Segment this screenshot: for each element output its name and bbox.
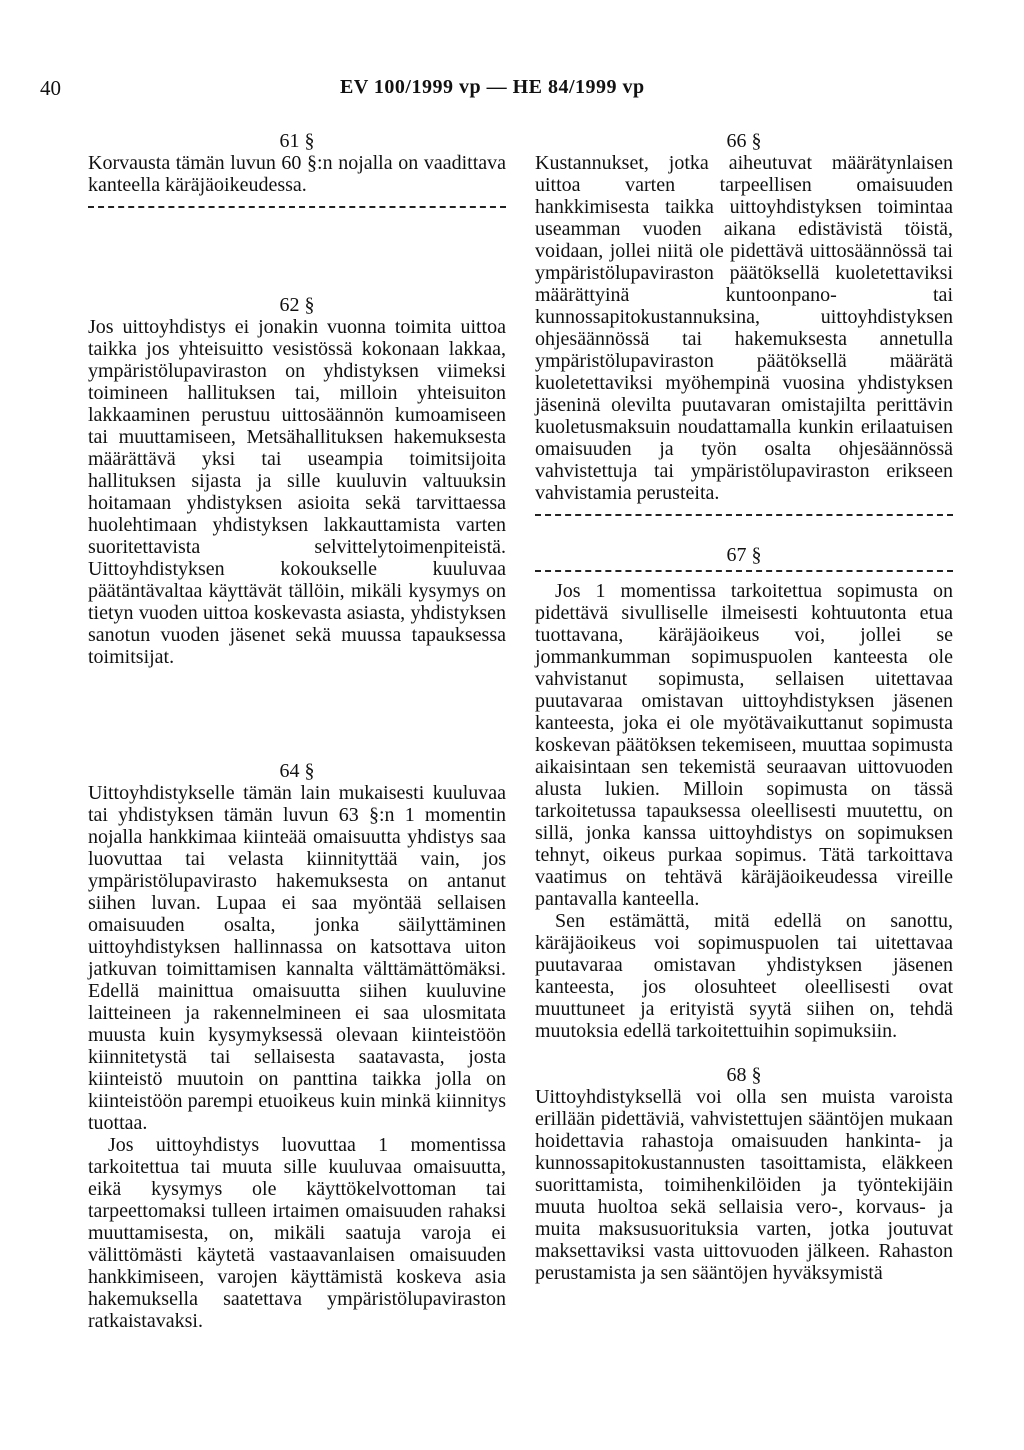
section-68 bbox=[535, 1064, 953, 1284]
omission-rule bbox=[535, 570, 953, 572]
section-67 bbox=[535, 544, 953, 1042]
section-64-paragraph-1: Uittoyhdistykselle tämän lain mukaisesti kuuluvaa tai yhdistyksen tämän luvun 63 §:n 1 momentin nojalla hankkimaa kiinteää omaisuutta yhdistys saa luovuttaa tai velasta kiinnityttää vain, jos ympäristölupavirasto hakemuksesta on antanut siihen luvan. Lupaa ei saa myöntää sellaisen omaisuuden osalta, jonka säilyttäminen uittoyhdistyksen hallinnassa on katsottava uiton jatkuvan toimittamisen kannalta välttämättömäksi. Edellä mainittua omaisuutta siihen kuuluvine laitteineen ja rakennelmineen ei saa ulosmitata muusta kuin kysymyksessä olevaan kiinteistöön kiinnitetystä tai sellaisesta saatavasta, josta kiinteistö muutoin on panttina taikka jolla on kiinteistöön parempi etuoikeus kuin minkä kiinnitys tuottaa. bbox=[88, 782, 506, 1134]
section-66 bbox=[535, 130, 953, 516]
section-62-title: 62 § bbox=[279, 294, 315, 316]
section-66-title: 66 § bbox=[726, 130, 762, 152]
section-66-text: Kustannukset, jotka aiheutuvat määrätynlaisen uittoa varten tarpeellisen omaisuuden hankkimisesta taikka uittoyhdistyksen toimintaa useamman vuoden aikana edistävistä töistä, voidaan, jollei niitä ole pidettävä uittosäännössä tai ympäristölupaviraston päätöksellä kuoletettaviksi määrättyinä kuntoonpano- tai kunnossapitokustannuksina, uittoyhdistyksen ohjesäännössä tai hakemuksesta annetulla ympäristölupaviraston päätöksellä määrätä kuoletettaviksi myöhempinä vuosina yhdistyksen jäseninä olevilta puutavaran omistajilta perittävin kuoletusmaksuin noudattamalla kunkin erilaatuisen omaisuuden ja työn osalta ohjesäännössä vahvistettuja tai ympäristölupaviraston erikseen vahvistamia perusteita. bbox=[535, 152, 953, 504]
section-61 bbox=[88, 130, 506, 208]
left-column bbox=[88, 130, 506, 1332]
section-68-text: Uittoyhdistyksellä voi olla sen muista varoista erillään pidettäviä, vahvistettujen sääntöjen mukaan hoidettavia rahastoja omaisuuden hankinta- ja kunnossapitokustannusten tasoittamista, eläkkeen suorittamista, toimihenkilöiden ja työntekijäin muuta huoltoa sekä sellaisia vero-, korvaus- ja muita maksusuorituksia varten, jotka joutuvat maksettaviksi vasta uittovuoden jälkeen. Rahaston perustamista ja sen sääntöjen hyväksymistä bbox=[535, 1086, 953, 1284]
section-67-paragraph-1: Jos 1 momentissa tarkoitettua sopimusta on pidettävä sivulliselle ilmeisesti kohtuutonta etua tuottavana, käräjäoikeus voi, jollei se jommankumman sopimuspuolen kanteesta ole vahvistanut sopimusta, sellaisen uitettavaa puutavaraa omistavan uittoyhdistyksen jäsenen kanteesta, joka ei ole myötävaikuttanut sopimusta koskevan päätöksen tekemiseen, muuttaa sopimusta aikaisintaan sen tekemistä seuraavan uittovuoden alusta lukien. Milloin sopimusta on tässä tarkoitetussa tapauksessa oleellisesti muutettu, on sillä, jonka kanssa uittoyhdistys on sopimuksen tehnyt, oikeus purkaa sopimus. Tätä tarkoittava vaatimus on tehtävä käräjäoikeudessa vireille pantavalla kanteella. bbox=[535, 580, 953, 910]
section-68-title: 68 § bbox=[726, 1064, 762, 1086]
page-header bbox=[0, 76, 1024, 106]
section-64 bbox=[88, 760, 506, 1332]
section-61-text: Korvausta tämän luvun 60 §:n nojalla on vaadittava kanteella käräjäoikeudessa. bbox=[88, 152, 506, 196]
page-number: 40 bbox=[40, 76, 61, 100]
section-64-paragraph-2: Jos uittoyhdistys luovuttaa 1 momentissa tarkoitettua tai muuta sille kuuluvaa omaisuutta, eikä kysymys ole käyttökelvottoman tai tarpeettomaksi tulleen irtaimen omaisuuden rahaksi muuttamisesta, on, mikäli saatuja varoja ei välittömästi käytetä vastaavanlaisen omaisuuden hankkimiseen, varojen käyttämistä koskeva asia hakemuksella saatettava ympäristölupaviraston ratkaistavaksi. bbox=[88, 1134, 506, 1332]
section-67-paragraph-2: Sen estämättä, mitä edellä on sanottu, käräjäoikeus voi sopimuspuolen tai uitettavaa puutavaraa omistavan yhdistyksen jäsenen kanteesta, jos olosuhteet oleellisesti ovat muuttuneet ja erityistä syytä siihen on, tehdä muutoksia edellä tarkoitettuihin sopimuksiin. bbox=[535, 910, 953, 1042]
right-column bbox=[535, 130, 953, 1284]
section-64-title: 64 § bbox=[279, 760, 315, 782]
section-62 bbox=[88, 294, 506, 668]
section-61-title: 61 § bbox=[279, 130, 315, 152]
section-62-text: Jos uittoyhdistys ei jonakin vuonna toimita uittoa taikka jos yhteisuitto vesistössä kokonaan lakkaa, ympäristölupaviraston on yhdistyksen viimeksi toimineen hallituksen tai, milloin yhteisuiton lakkaaminen perustuu uittosäännön kumoamiseen tai muuttamiseen, Metsähallituksen hakemuksesta määrättävä yksi tai useampia toimitsijoita hallituksen sijasta ja sille kuuluvin valtuuksin hoitamaan yhdistyksen asioita sekä tarvittaessa huolehtimaan yhdistyksen lakkauttamista varten suoritettavista selvittelytoimenpiteistä. Uittoyhdistyksen kokoukselle kuuluvaa päätäntävaltaa käyttävät tällöin, mikäli kysymys on tietyn vuoden uittoa koskevasta asiasta, yhdistyksen sanotun vuoden jäsenet sekä muussa tapauksessa toimitsijat. bbox=[88, 316, 506, 668]
section-67-title: 67 § bbox=[726, 544, 762, 566]
running-title: EV 100/1999 vp — HE 84/1999 vp bbox=[340, 76, 645, 98]
